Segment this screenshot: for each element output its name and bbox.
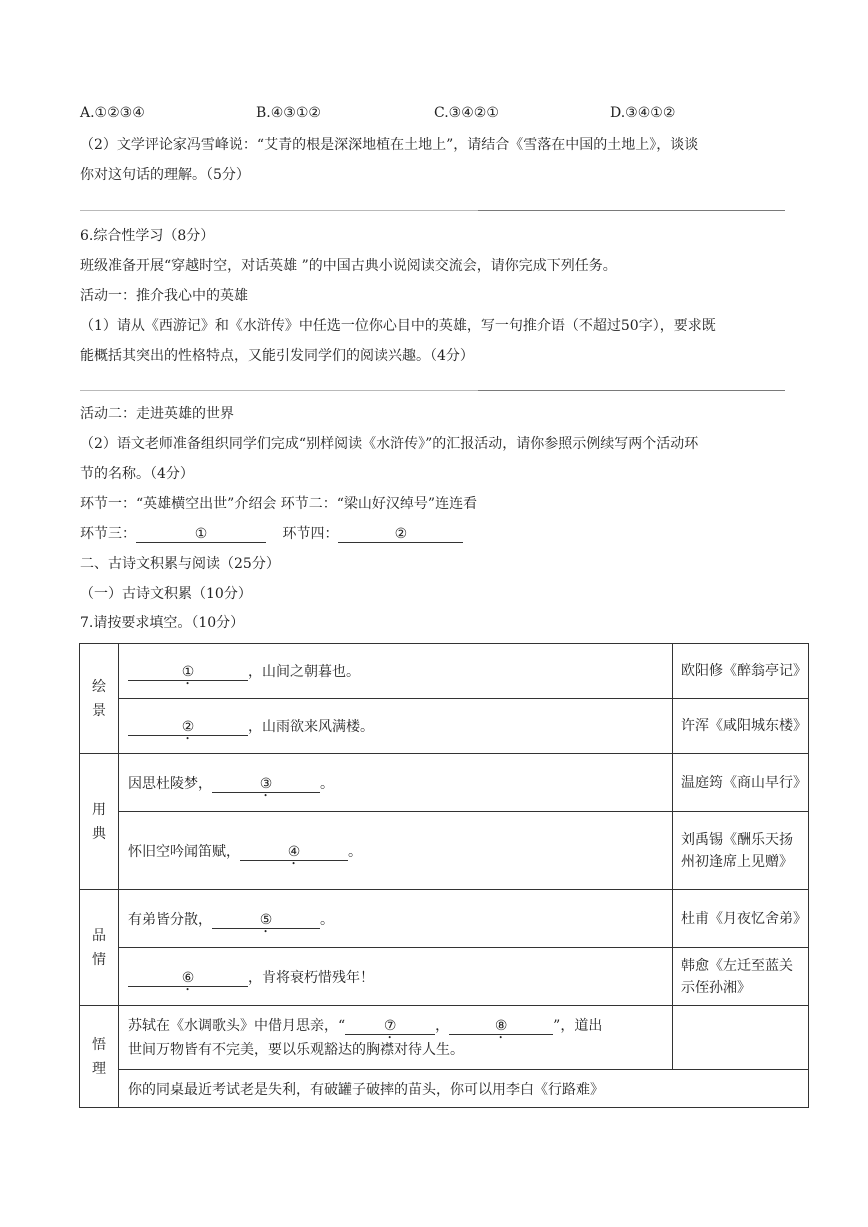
q6-intro: 班级准备开展“穿越时空，对话英雄 ”的中国古典小说阅读交流会，请你完成下列任务。: [80, 258, 617, 274]
row-source: 欧阳修《醉翁亭记》: [673, 644, 809, 699]
option-d: D.③④①②: [610, 105, 676, 121]
q6-sub2-line2: 节的名称。（4分）: [80, 466, 194, 482]
table-row: [80, 699, 809, 754]
blank-5[interactable]: ⑤: [212, 912, 320, 929]
poem-fill-table: [79, 643, 809, 1108]
q5-options: [80, 105, 780, 125]
stage3-blank[interactable]: ①: [136, 526, 266, 543]
row-content: ⑥ ，肯将衰朽惜残年！: [119, 948, 673, 1006]
q5-sub2-line1: （2）文学评论家冯雪峰说：“艾青的根是深深地植在土地上”，请结合《雪落在中国的土地上》，谈谈: [80, 137, 699, 153]
row-content: 有弟皆分散， ⑤ 。: [119, 890, 673, 948]
blank-7[interactable]: ⑦: [345, 1018, 435, 1035]
row-content: 因思杜陵梦， ③ 。: [119, 754, 673, 812]
row-source: 杜甫《月夜忆舍弟》: [673, 890, 809, 948]
category-emotion: 品 情: [80, 890, 119, 1006]
category-insight: 悟 理: [80, 1006, 119, 1108]
q6-stage34: [80, 524, 463, 544]
row-content: 怀旧空吟闻笛赋， ④ 。: [119, 812, 673, 890]
table-row: [80, 812, 809, 890]
section2-subtitle: （一）古诗文积累（10分）: [80, 586, 252, 602]
table-row: [80, 890, 809, 948]
row-content: ① ，山间之朝暮也。: [119, 644, 673, 699]
q5-sub2-line2: 你对这句话的理解。（5分）: [80, 167, 250, 183]
q6-sub2-line1: （2）语文老师准备组织同学们完成“别样阅读《水浒传》”的汇报活动，请你参照示例续写两个活动环: [80, 436, 699, 452]
table-row: [80, 1006, 809, 1070]
answer-line: [80, 210, 785, 211]
category-scenery: 绘 景: [80, 644, 119, 754]
row-source: 刘禹锡《酬乐天扬州初逢席上见赠》: [673, 812, 809, 890]
table-row: [80, 644, 809, 699]
section2-title: 二、古诗文积累与阅读（25分）: [80, 556, 280, 572]
q6-title: 6.综合性学习（8分）: [80, 228, 215, 244]
row-source: 韩愈《左迁至蓝关示侄孙湘》: [673, 948, 809, 1006]
option-a: A.①②③④: [80, 105, 145, 121]
row-content: 你的同桌最近考试老是失利，有破罐子破摔的苗头，你可以用李白《行路难》: [119, 1070, 809, 1108]
q6-activity1: 活动一：推介我心中的英雄: [80, 288, 248, 304]
blank-4[interactable]: ④: [240, 844, 348, 861]
q6-sub1-line1: （1）请从《西游记》和《水浒传》中任选一位你心目中的英雄，写一句推介语（不超过50字），要求既: [80, 318, 716, 334]
row-source: [673, 1006, 809, 1070]
blank-6[interactable]: ⑥: [128, 970, 248, 987]
q6-sub1-line2: 能概括其突出的性格特点，又能引发同学们的阅读兴趣。（4分）: [80, 348, 474, 364]
row-source: 许浑《咸阳城东楼》: [673, 699, 809, 754]
table-row: [80, 754, 809, 812]
table-row: [80, 948, 809, 1006]
q6-stage12: 环节一：“英雄横空出世”介绍会 环节二：“梁山好汉绰号”连连看: [80, 496, 478, 512]
stage3-label: 环节三：: [80, 526, 136, 542]
q7-title: 7.请按要求填空。（10分）: [80, 615, 245, 631]
option-b: B.④③①②: [256, 105, 321, 121]
option-c: C.③④②①: [434, 105, 499, 121]
stage4-blank[interactable]: ②: [338, 526, 463, 543]
category-allusion: 用 典: [80, 754, 119, 890]
blank-1[interactable]: ①: [128, 664, 248, 681]
row-content: 苏轼在《水调歌头》中借月思亲，“ ⑦ ， ⑧ ”，道出 世间万物皆有不完美，要以乐观豁达的胸襟对待人生。: [119, 1006, 673, 1070]
row-source: 温庭筠《商山早行》: [673, 754, 809, 812]
row-content: ② ，山雨欲来风满楼。: [119, 699, 673, 754]
blank-3[interactable]: ③: [212, 776, 320, 793]
stage4-label: 环节四：: [282, 526, 339, 542]
blank-8[interactable]: ⑧: [449, 1018, 553, 1035]
q6-activity2: 活动二：走进英雄的世界: [80, 406, 234, 422]
blank-2[interactable]: ②: [128, 719, 248, 736]
answer-line: [80, 390, 785, 391]
table-row: [80, 1070, 809, 1108]
